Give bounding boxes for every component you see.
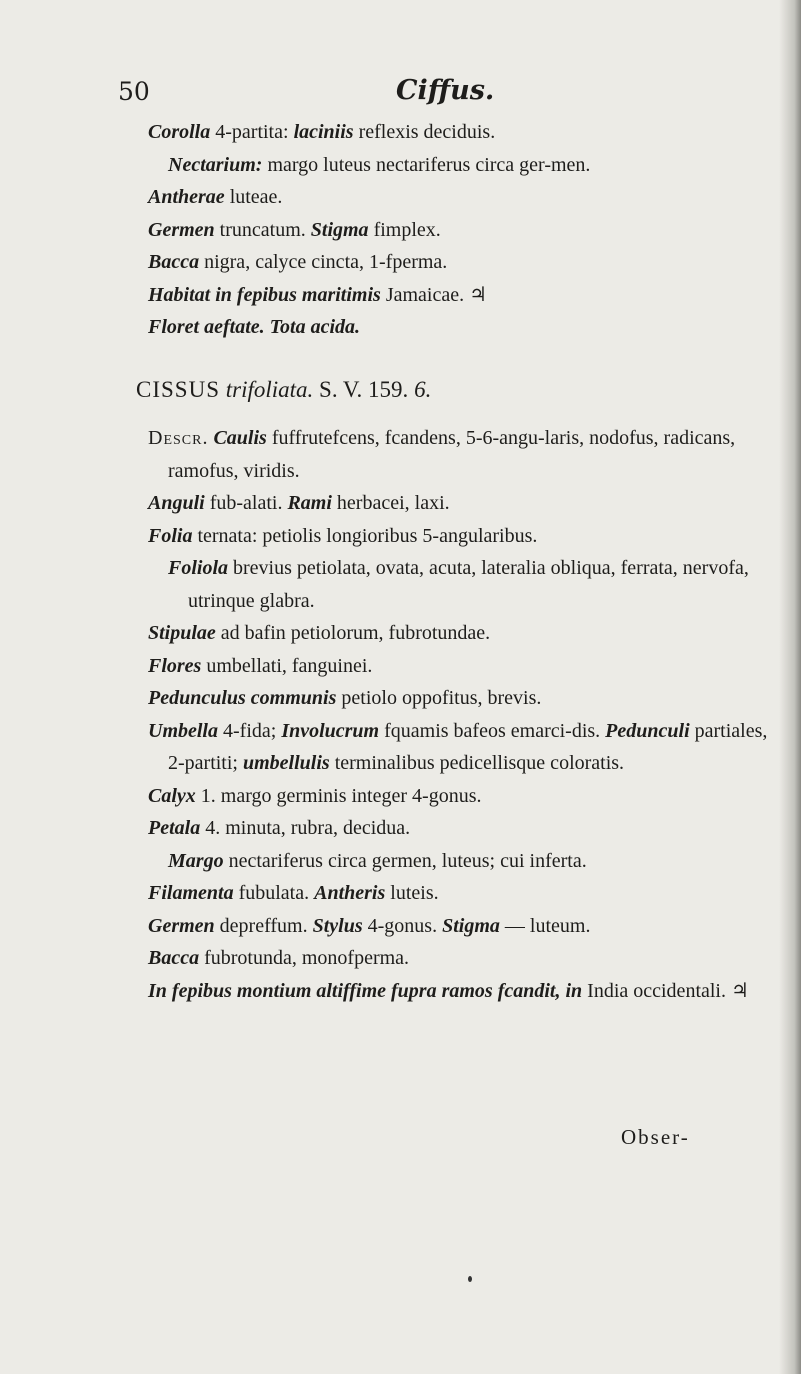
body-text: fubrotunda, monofperma. <box>199 947 410 969</box>
body-text: nigra, calyce cincta, 1-fperma. <box>199 251 448 273</box>
text-line <box>148 845 778 878</box>
body-text: fimplex. <box>368 218 441 241</box>
body-text: fquamis bafeos emarci-dis. <box>379 719 606 742</box>
descr-text <box>168 427 735 482</box>
body-text: 4-fida; <box>218 719 282 742</box>
running-title: Ciffus. <box>396 75 495 106</box>
italic-term: Stigma <box>310 218 369 241</box>
body-text: India occidentali. ♃ <box>582 979 749 1002</box>
page-number: 50 <box>118 77 150 106</box>
body-text: luteae. <box>224 186 283 208</box>
text-line <box>148 910 778 943</box>
descr-label: Descr. <box>148 427 209 449</box>
body-text: herbacei, laxi. <box>331 492 450 514</box>
text-line <box>148 780 778 813</box>
body-text: fuffrutefcens, fcandens, 5-6-angu-laris, nodofus, radicans, ramofus, viridis. <box>168 427 736 482</box>
italic-term: umbellulis <box>242 752 330 774</box>
species-genus: CISSUS <box>136 376 220 402</box>
body-text: truncatum. <box>214 218 311 241</box>
italic-term: Foliola <box>168 557 229 579</box>
italic-term: Bacca <box>148 251 200 273</box>
text-line <box>148 682 778 715</box>
body-text: 1. margo germinis integer 4-gonus. <box>195 784 482 807</box>
text-line <box>148 116 778 149</box>
body-text: nectariferus circa germen, luteus; cui inferta. <box>223 849 587 872</box>
italic-term: Umbella <box>148 719 218 742</box>
italic-term: Pedunculi <box>605 719 690 742</box>
italic-term: Germen <box>148 914 215 937</box>
italic-term: Filamenta <box>148 882 234 904</box>
italic-term: Habitat in fepibus maritimis <box>148 283 381 306</box>
species-number: 6. <box>414 376 432 402</box>
body-text: terminalibus pedicellisque coloratis. <box>329 752 625 774</box>
italic-term: Bacca <box>148 947 200 969</box>
body-text: 4-gonus. <box>362 914 443 937</box>
body-text: Jamaicae. ♃ <box>380 283 488 306</box>
italic-term: Margo <box>168 849 224 872</box>
text-line <box>148 520 778 553</box>
italic-term: Floret aeftate. Tota acida. <box>148 316 361 338</box>
italic-term: laciniis <box>293 121 354 143</box>
species-heading <box>136 374 778 407</box>
italic-term: in <box>565 979 583 1002</box>
species-epithet: trifoliata. <box>225 376 314 402</box>
species-reference: S. V. 159. <box>319 376 409 402</box>
description-paragraph <box>136 422 778 487</box>
body-text: 4. minuta, rubra, decidua. <box>200 817 411 839</box>
italic-term: Antheris <box>314 882 386 904</box>
italic-term: Nectarium: <box>168 153 263 176</box>
italic-term: Calyx <box>148 784 196 807</box>
page-edge-shadow <box>779 0 801 1374</box>
text-line <box>148 311 778 344</box>
italic-term: Flores <box>148 654 202 677</box>
body-text: depreffum. <box>214 914 313 937</box>
italic-term: Folia <box>148 524 193 547</box>
page-body <box>136 116 778 1007</box>
body-text: reflexis deciduis. <box>353 121 496 143</box>
genus-description-end <box>148 116 778 344</box>
body-text: luteis. <box>385 882 439 904</box>
italic-term: Rami <box>287 492 332 514</box>
italic-term: Antherae <box>148 186 225 208</box>
body-text: umbellati, fanguinei. <box>201 654 373 677</box>
text-line <box>148 149 778 182</box>
body-text: brevius petiolata, ovata, acuta, lateralia obliqua, ferrata, nervofa, utrinque glabra. <box>188 557 749 612</box>
catchword: Obser- <box>621 1125 690 1149</box>
body-text: fubulata. <box>233 882 315 904</box>
body-text: — luteum. <box>499 914 591 937</box>
body-text: margo luteus nectariferus circa ger-men. <box>262 153 591 176</box>
text-line <box>148 715 778 780</box>
text-line <box>148 942 778 975</box>
italic-term: Petala <box>148 817 201 839</box>
body-text: ad bafin petiolorum, fubrotundae. <box>215 622 491 644</box>
text-line <box>148 214 778 247</box>
body-text: 4-partita: <box>210 121 294 143</box>
text-line <box>148 246 778 279</box>
text-line <box>148 181 778 214</box>
italic-term: Stylus <box>312 914 363 937</box>
italic-term: Germen <box>148 218 215 241</box>
italic-term: Involucrum <box>281 719 380 742</box>
text-line <box>148 279 778 312</box>
italic-term: Pedunculus communis <box>148 687 337 709</box>
text-line <box>148 812 778 845</box>
text-line <box>148 487 778 520</box>
body-text: ternata: petiolis longioribus 5-angularibus. <box>192 524 538 547</box>
italic-term: Anguli <box>148 492 205 514</box>
body-text: fub-alati. <box>204 492 288 514</box>
italic-term: Caulis <box>213 427 267 449</box>
italic-term: Stipulae <box>148 622 216 644</box>
body-text: petiolo oppofitus, brevis. <box>336 687 542 709</box>
ink-speck <box>468 1276 472 1282</box>
text-line <box>148 650 778 683</box>
italic-term: In fepibus montium altiffime fupra ramos fcandit, <box>148 979 561 1002</box>
species-description <box>148 487 778 1007</box>
italic-term: Stigma <box>442 914 500 937</box>
page-header <box>118 75 778 115</box>
text-line <box>148 552 778 617</box>
body-text: partiales, 2-partiti; <box>168 719 768 774</box>
italic-term: Corolla <box>148 121 211 143</box>
text-line <box>148 877 778 910</box>
text-line <box>148 975 778 1008</box>
text-line <box>148 617 778 650</box>
